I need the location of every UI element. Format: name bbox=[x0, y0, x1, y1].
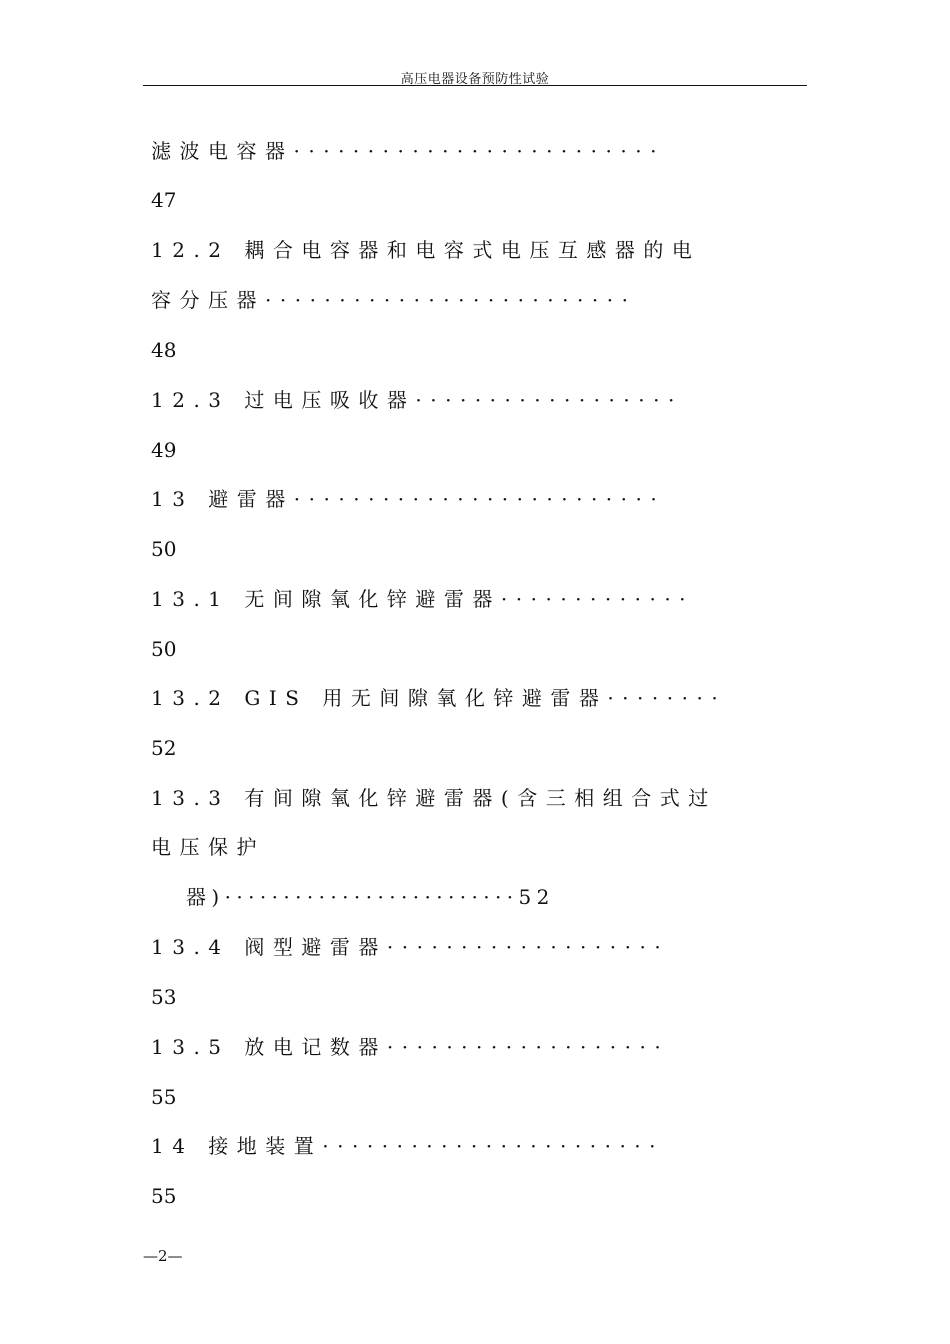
toc-line-12-3: 12.3 过电压吸收器·················· bbox=[151, 388, 683, 412]
toc-line-13-3-end: 器)·························52 bbox=[186, 885, 555, 909]
toc-page-number: 52 bbox=[151, 736, 177, 760]
toc-page-number: 55 bbox=[151, 1184, 177, 1208]
toc-line-filter-capacitor: 滤波电容器························· bbox=[151, 139, 665, 163]
toc-page-number: 50 bbox=[151, 637, 177, 661]
header-rule bbox=[143, 85, 807, 86]
page-footer-number: —2— bbox=[143, 1247, 183, 1265]
toc-line-13-4: 13.4 阀型避雷器··················· bbox=[151, 935, 670, 959]
toc-page-number: 48 bbox=[151, 338, 177, 362]
toc-page-number: 50 bbox=[151, 537, 177, 561]
toc-line-13-2: 13.2 GIS 用无间隙氧化锌避雷器········ bbox=[151, 686, 727, 710]
toc-line-13-1: 13.1 无间隙氧化锌避雷器············· bbox=[151, 587, 695, 611]
toc-line-14: 14 接地装置······················· bbox=[151, 1134, 665, 1158]
toc-page-number: 55 bbox=[151, 1085, 177, 1109]
toc-page-number: 53 bbox=[151, 985, 177, 1009]
toc-page-number: 47 bbox=[151, 188, 177, 212]
toc-line-13-5: 13.5 放电记数器··················· bbox=[151, 1035, 670, 1059]
toc-page-number: 49 bbox=[151, 438, 177, 462]
toc-line-12-2: 12.2 耦合电容器和电容式电压互感器的电 bbox=[151, 238, 701, 262]
toc-line-12-2-cont: 容分压器························· bbox=[151, 288, 637, 312]
toc-line-13-3-cont: 电压保护 bbox=[151, 835, 265, 859]
toc-line-13-3: 13.3 有间隙氧化锌避雷器(含三相组合式过 bbox=[151, 786, 717, 810]
page-header: 高压电器设备预防性试验 bbox=[400, 72, 550, 87]
toc-line-13: 13 避雷器························· bbox=[151, 487, 666, 511]
